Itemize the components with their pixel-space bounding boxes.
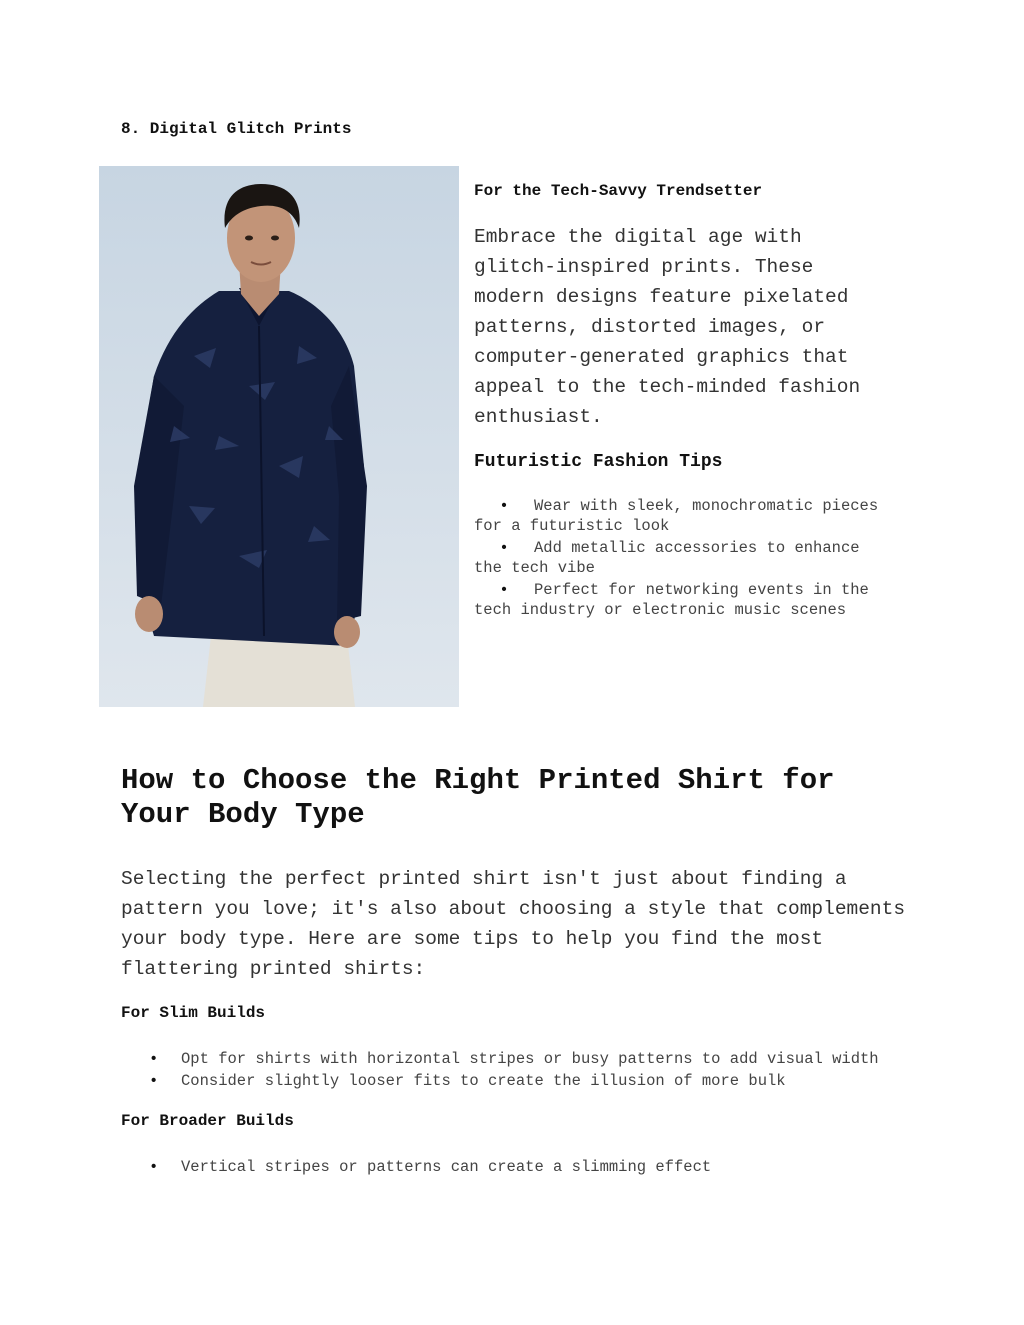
guide-paragraph: Selecting the perfect printed shirt isn't just about finding a pattern you love; it's also about choosing a style that complements your body type. Here are some tips to help you find the most flattering printed shirts:: [121, 868, 906, 980]
list-item-text: Vertical stripes or patterns can create a slimming effect: [181, 1158, 712, 1176]
list-item-text: Consider slightly looser fits to create the illusion of more bulk: [181, 1072, 786, 1090]
tips-list: [474, 496, 894, 620]
bullet-icon: •: [149, 1158, 159, 1176]
intro-column: [474, 182, 894, 622]
list-item-text: Add metallic accessories to enhance the tech vibe: [474, 539, 860, 577]
bullet-icon: •: [149, 1072, 159, 1090]
slim-builds-list: [121, 1049, 911, 1093]
model-photo: [99, 166, 459, 707]
intro-paragraph: Embrace the digital age with glitch-inspired prints. These modern designs feature pixelated patterns, distorted images, or computer-generated graphics that appeal to the tech-minded fashion enthusiast.: [474, 226, 861, 428]
section-title: 8. Digital Glitch Prints: [121, 120, 352, 138]
list-item-text: Perfect for networking events in the tech industry or electronic music scenes: [474, 581, 869, 619]
bullet-icon: •: [149, 1050, 159, 1068]
guide-heading: How to Choose the Right Printed Shirt for Your Body Type: [121, 764, 835, 831]
bullet-icon: •: [499, 539, 509, 557]
intro-subheading: For the Tech-Savvy Trendsetter: [474, 182, 763, 200]
list-item: [474, 496, 894, 536]
slim-builds-heading: For Slim Builds: [121, 1004, 266, 1022]
broader-builds-list: [121, 1157, 911, 1179]
model-illustration: [99, 166, 459, 707]
list-item: [121, 1157, 911, 1177]
list-item: [121, 1049, 911, 1069]
bullet-icon: •: [499, 497, 509, 515]
list-item: [474, 538, 894, 578]
list-item-text: Opt for shirts with horizontal stripes or busy patterns to add visual width: [181, 1050, 879, 1068]
list-item: [474, 580, 894, 620]
broader-builds-heading: For Broader Builds: [121, 1112, 294, 1130]
list-item: [121, 1071, 911, 1091]
bullet-icon: •: [499, 581, 509, 599]
list-item-text: Wear with sleek, monochromatic pieces for a futuristic look: [474, 497, 879, 535]
tips-heading: Futuristic Fashion Tips: [474, 452, 723, 472]
